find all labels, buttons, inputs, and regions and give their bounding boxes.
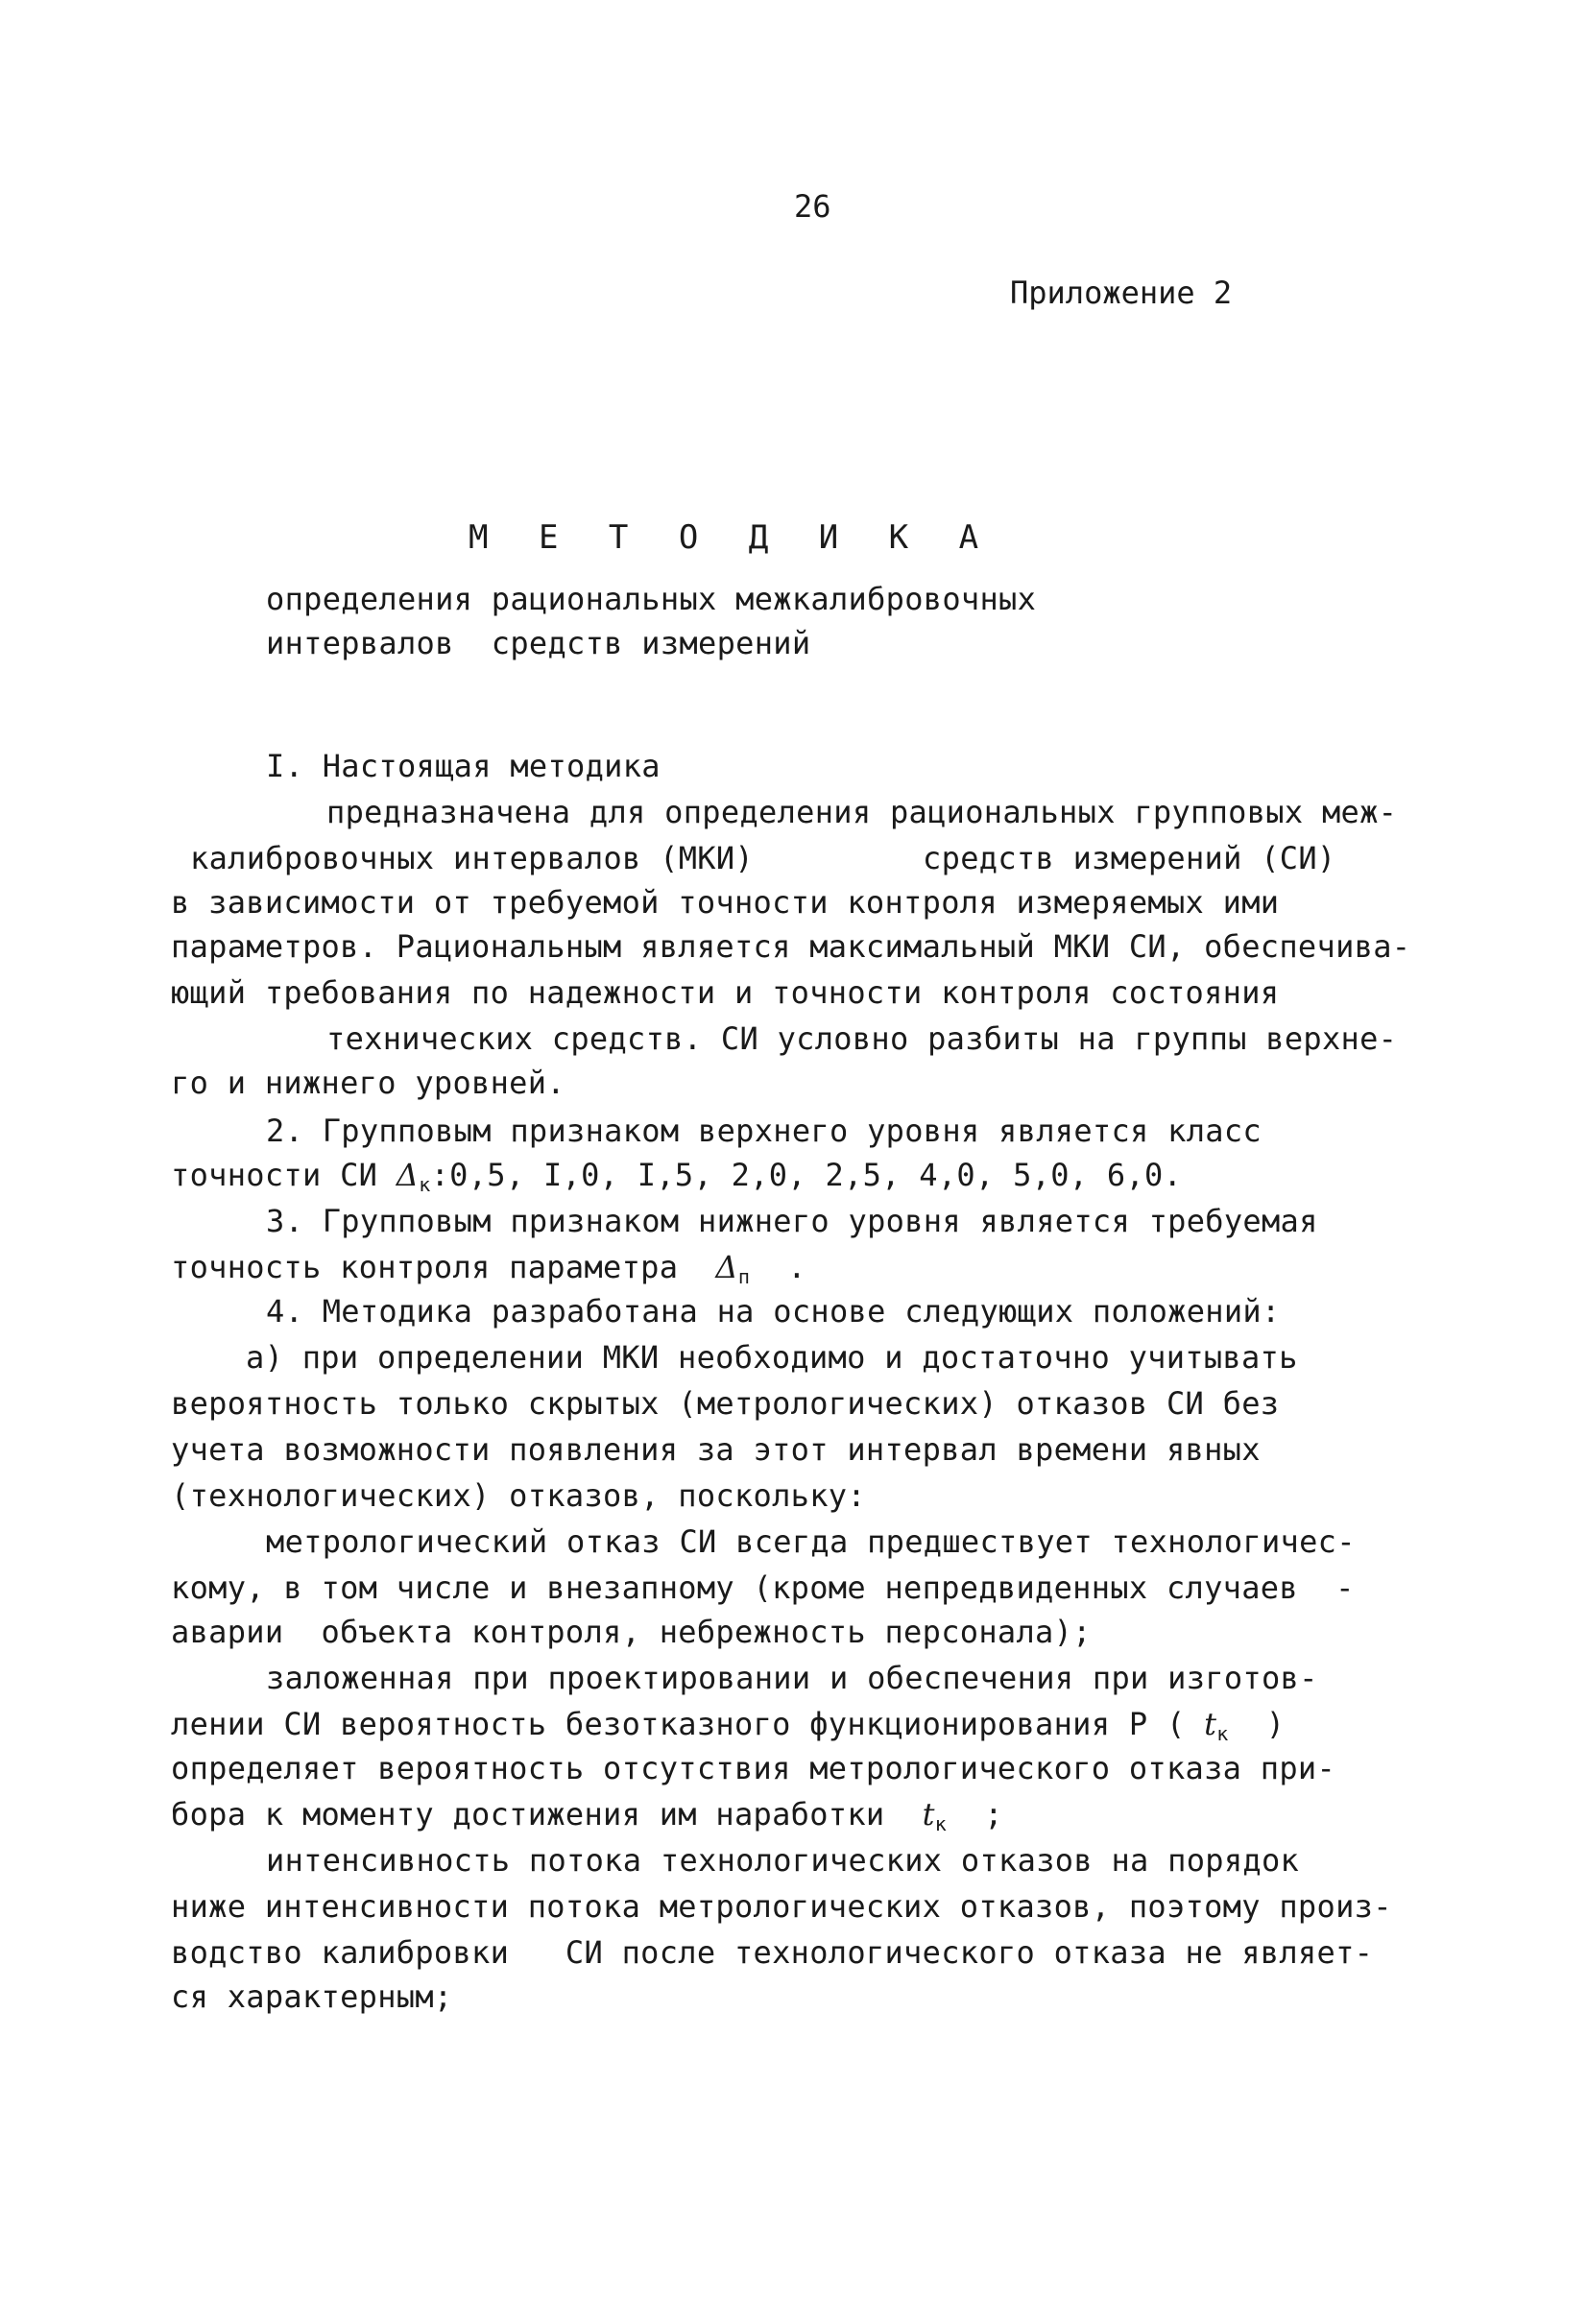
item-a-line-2: вероятность только скрытых (метрологических) отказов СИ без [171,1385,1280,1422]
intensity-line-4: ся характерным; [171,1978,453,2015]
page-number: 26 [794,188,831,225]
p3-line-1: 3. Групповым признаком нижнего уровня является требуемая [266,1203,1318,1239]
subtitle-line-1: определения рациональных межкалибровочных [266,581,1037,617]
item-a-line-1: а) при определении МКИ необходимо и достаточно учитывать [246,1339,1298,1376]
t-k-subscript: к [1216,1722,1229,1745]
accuracy-class-values: :0,5, I,0, I,5, 2,0, 2,5, 4,0, 5,0, 6,0. [430,1157,1183,1193]
metrological-line-2: кому, в том числе и внезапному (кроме непредвиденных случаев - [171,1569,1355,1606]
p2-line-2 [171,1156,1182,1204]
delta-p-subscript: п [737,1265,751,1288]
p3-line-2 [171,1248,806,1296]
p4-line-1: 4. Методика разработана на основе следующих положений: [266,1293,1281,1330]
p1-line-5: параметров. Рациональным является максимальный МКИ СИ, обеспечива- [171,928,1411,965]
subtitle-line-2: интервалов средств измерений [266,625,811,661]
p1-line-7: технических средств. СИ условно разбиты на группы верхне- [326,1020,1398,1057]
reliability-line-1: заложенная при проектировании и обеспечения при изготов- [266,1660,1318,1696]
delta-p-symbol: Δ [715,1249,738,1285]
p2-line-1: 2. Групповым признаком верхнего уровня является класс [266,1113,1262,1149]
p1-line-8: го и нижнего уровней. [171,1065,565,1101]
item-a-line-4: (технологических) отказов, поскольку: [171,1477,866,1514]
intensity-line-3: водство калибровки СИ после технологического отказа не являет- [171,1934,1374,1971]
reliability-line-2-prefix: лении СИ вероятность безотказного функционирования Р ( [171,1706,1205,1742]
reliability-line-3: определяет вероятность отсутствия метрологического отказа при- [171,1750,1336,1786]
p2-prefix: точности СИ [171,1157,397,1193]
t-k-subscript-2: к [934,1812,948,1835]
metrological-line-3: аварии объекта контроля, небрежность персонала); [171,1614,1092,1650]
reliability-line-4-suffix: ; [947,1796,1003,1833]
p1-line-2: предназначена для определения рациональных групповых меж- [326,794,1398,830]
document-title: М Е Т О Д И К А [469,518,995,557]
appendix-label: Приложение 2 [1010,275,1233,311]
p1-line-3: калибровочных интервалов (МКИ) средств измерений (СИ) [190,840,1336,876]
metrological-line-1: метрологический отказ СИ всегда предшествует технологичес- [266,1523,1356,1560]
item-a-line-3: учета возможности появления за этот интервал времени явных [171,1431,1261,1468]
p1-line-6: ющий требования по надежности и точности контроля состояния [171,974,1280,1011]
t-k-symbol-2: t [922,1796,935,1833]
reliability-line-2-suffix: ) [1228,1706,1286,1742]
reliability-line-4 [171,1795,1003,1843]
reliability-line-2 [171,1705,1285,1753]
delta-k-symbol: Δ [396,1157,420,1193]
delta-k-subscript: к [419,1173,431,1196]
p3-suffix: . [750,1249,806,1285]
intensity-line-2: ниже интенсивности потока метрологических отказов, поэтому произ- [171,1888,1392,1925]
t-k-symbol: t [1204,1706,1217,1742]
intensity-line-1: интенсивность потока технологических отказов на порядок [266,1842,1300,1879]
reliability-line-4-prefix: бора к моменту достижения им наработки [171,1796,923,1833]
p1-line-4: в зависимости от требуемой точности контроля измеряемых ими [171,884,1280,921]
p1-line-1: I. Настоящая методика [266,748,661,784]
p3-prefix: точность контроля параметра [171,1249,716,1285]
